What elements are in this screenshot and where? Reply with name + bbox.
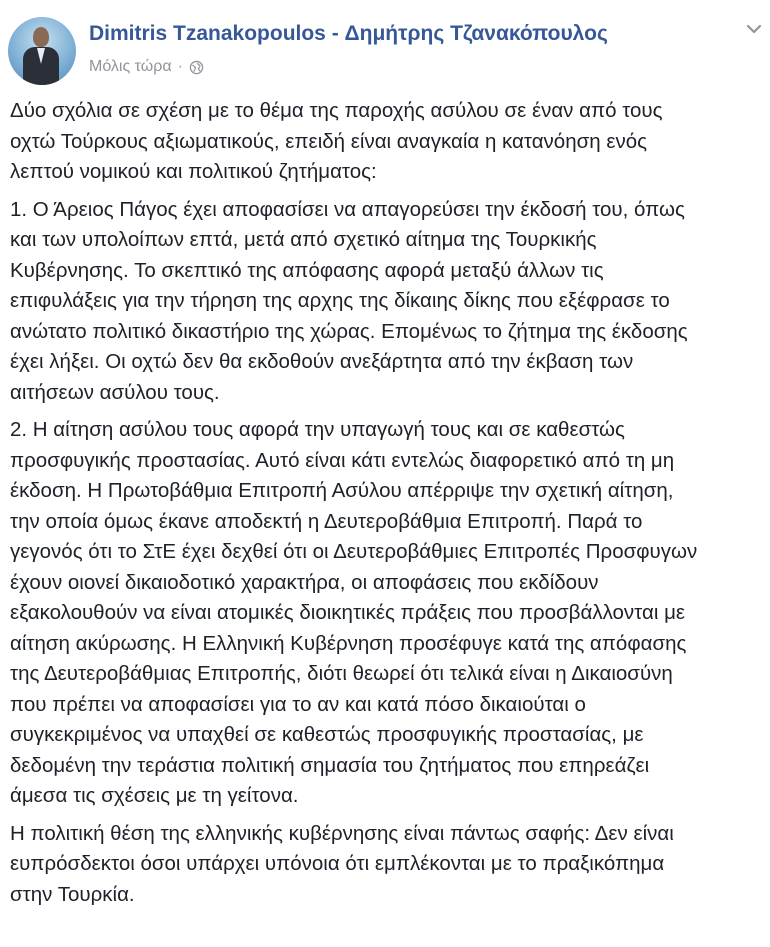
text-line: προσφυγικής προστασίας. Αυτό είναι κάτι εντελώς διαφορετικό από τη μη — [10, 448, 675, 472]
chevron-down-icon[interactable] — [742, 17, 766, 41]
post-body — [10, 96, 770, 917]
text-line: 1. Ο Άρειος Πάγος έχει αποφασίσει να απαγορεύσει την έκδοσή του, όπως — [10, 197, 685, 221]
text-line: έκδοση. Η Πρωτοβάθμια Επιτροπή Ασύλου απέρριψε την σχετική αίτηση, — [10, 479, 674, 502]
text-line: λεπτού νομικού και πολιτικού ζητήματος: — [10, 160, 377, 183]
text-line: που πρέπει να αποφασίσει για το αν και κατά πόσο δικαιούται ο — [10, 692, 586, 716]
text-line: Κυβέρνησης. Το σκεπτικό της απόφασης αφορά μεταξύ άλλων τις — [10, 258, 604, 282]
paragraph-conclusion — [10, 819, 770, 911]
text-line: έχει λήξει. Οι οχτώ δεν θα εκδοθούν ανεξάρτητα από την έκβαση των — [10, 350, 634, 373]
meta-separator: · — [177, 58, 183, 75]
post-author-name[interactable]: Dimitris Tzanakopoulos - Δημήτρης Τζανακόπουλος — [89, 22, 608, 45]
paragraph-point-1 — [10, 195, 770, 409]
text-line: και των υπολοίπων επτά, μετά από σχετικό αίτημα της Τουρκικής — [10, 228, 597, 251]
text-line: επιφυλάξεις για την τήρηση της αρχης της δίκαιης δίκης που εξέφρασε το — [10, 289, 670, 312]
text-line: έχουν οιονεί δικαιοδοτικό χαρακτήρα, οι αποφάσεις που εκδίδουν — [10, 570, 599, 594]
text-line: στην Τουρκία. — [10, 882, 135, 906]
globe-icon[interactable] — [189, 60, 204, 75]
text-line: αιτήσεων ασύλου τους. — [10, 380, 220, 404]
text-line: την οποία όμως έκανε αποδεκτή η Δευτεροβάθμια Επιτροπή. Παρά το — [10, 509, 643, 533]
profile-avatar[interactable] — [8, 17, 76, 85]
paragraph-point-2 — [10, 415, 770, 812]
text-line: Η πολιτική θέση της ελληνικής κυβέρνησης είναι πάντως σαφής: Δεν είναι — [10, 821, 674, 845]
text-line: εξακολουθούν να είναι ατομικές διοικητικές πράξεις που προσβάλλονται με — [10, 601, 686, 624]
text-line: συγκεκριμένος να υπαχθεί σε καθεστώς προσφυγικής προστασίας, με — [10, 723, 644, 746]
text-line: γεγονός ότι το ΣτΕ έχει δεχθεί ότι οι Δευτεροβάθμιες Επιτροπές Προσφυγων — [10, 540, 698, 563]
post-meta — [89, 58, 204, 76]
text-line: Δύο σχόλια σε σχέση με το θέμα της παροχής ασύλου σε έναν από τους — [10, 99, 663, 122]
text-line: 2. Η αίτηση ασύλου τους αφορά την υπαγωγή τους και σε καθεστώς — [10, 418, 625, 441]
text-line: άμεσα τις σχέσεις με τη γείτονα. — [10, 784, 299, 807]
text-line: ευπρόσδεκτοι όσοι υπάρχει υπόνοια ότι εμπλέκονται με το πραξικόπημα — [10, 852, 665, 875]
text-line: οχτώ Τούρκους αξιωματικούς, επειδή είναι αναγκαία η κατανόηση ενός — [10, 129, 648, 153]
text-line: δεδομένη την τεράστια πολιτική σημασία του ζητήματος που επηρεάζει — [10, 753, 650, 777]
paragraph-intro — [10, 96, 770, 188]
text-line: αίτηση ακύρωσης. Η Ελληνική Κυβέρνηση προσέφυγε κατά της απόφασης — [10, 631, 687, 655]
post-timestamp[interactable]: Μόλις τώρα — [89, 58, 172, 75]
text-line: της Δευτεροβάθμιας Επιτροπής, διότι θεωρεί ότι τελικά είναι η Δικαιοσύνη — [10, 662, 673, 685]
avatar-head-shape — [33, 27, 49, 47]
text-line: ανώτατο πολιτικό δικαστήριο της χώρας. Επομένως το ζήτημα της έκδοσης — [10, 319, 688, 343]
